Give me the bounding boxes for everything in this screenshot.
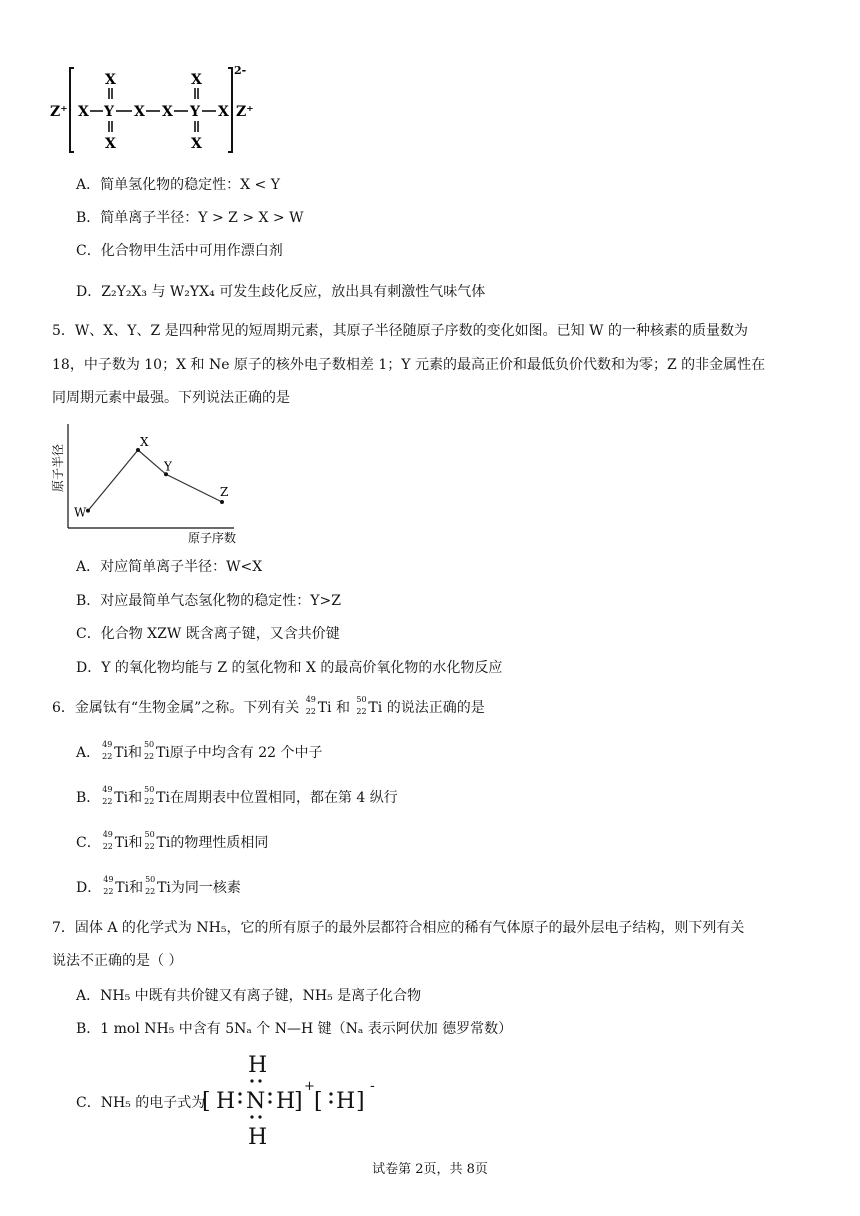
q4-option-d (76, 281, 485, 301)
atom-y1: Y (104, 104, 114, 120)
lewis-h-left: H (216, 1089, 236, 1114)
q4-option-a: A．简单氢化物的稳定性：X < Y (76, 177, 280, 193)
atom-x-top1: X (105, 72, 116, 88)
q5-option-a: A．对应简单离子半径：W<X (76, 559, 263, 575)
q7-option-a: A．NH₅ 中既有共价键又有离子键，NH₅ 是离子化合物 (76, 988, 422, 1004)
q6-option-a: A． 49 22 Ti和 50 22 Ti原子中均含有 22 个中子 (76, 740, 323, 761)
q4-option-c: C．化合物甲生活中可用作漂白剂 (76, 243, 283, 259)
q6-stem-suffix: 的说法正确的是 (386, 700, 485, 716)
atom-x3: X (162, 104, 173, 120)
ion-structure-diagram (48, 62, 268, 158)
ti50-notation: 50 22 (356, 695, 367, 716)
q6-stem: 6．金属钛有“生物金属”之称。下列有关 49 22 Ti 和 50 22 Ti 的说法正确的是 (52, 695, 485, 716)
q5-option-c: C．化合物 XZW 既含离子键，又含共价键 (76, 626, 340, 642)
right-bracket: ] (294, 1089, 303, 1114)
atom-x-bottom1: X (105, 136, 116, 152)
atom-x2: X (134, 104, 145, 120)
q5-radius-chart (50, 420, 250, 548)
q4-formula-1: Z₂Y₂X₃ (101, 284, 148, 300)
atom-x-top2: X (191, 72, 202, 88)
atom-y2: Y (190, 104, 200, 120)
lewis-minus: - (370, 1078, 375, 1094)
atom-x1: X (78, 104, 89, 120)
lewis-plus: + (304, 1079, 315, 1094)
lewis-h-top: H (248, 1053, 268, 1078)
data-point-w (86, 509, 90, 513)
q7-option-c-prefix: C．NH₅ 的电子式为 (76, 1095, 206, 1111)
point-label-z: Z (220, 485, 229, 499)
q5-stem-line3: 同周期元素中最强。下列说法正确的是 (52, 390, 290, 406)
q7-option-b: B．1 mol NH₅ 中含有 5Nₐ 个 N—H 键（Nₐ 表示阿伏加 德罗常数） (76, 1021, 513, 1037)
q7-stem-line2: 说法不正确的是（ ） (52, 953, 183, 969)
lewis-h-hydride: H (336, 1089, 356, 1114)
point-label-w: W (74, 505, 87, 520)
cation-right: Z⁺ (236, 104, 254, 120)
q5-option-b: B．对应最简单气态氢化物的稳定性：Y>Z (76, 593, 341, 609)
q6-stem-prefix: 6．金属钛有“生物金属”之称。下列有关 (52, 700, 300, 716)
left-bracket: [ (202, 1089, 211, 1114)
x-axis-label: 原子序数 (187, 531, 237, 545)
cation-left: Z⁺ (50, 104, 68, 120)
anion-charge: 2- (234, 64, 247, 77)
q5-stem-line2: 18，中子数为 10；X 和 Ne 原子的核外电子数相差 1；Y 元素的最高正价和最低负价代数和为零；Z 的非金属性在 (52, 357, 766, 373)
q4-option-d-mid: 与 (147, 284, 170, 300)
point-label-x: X (140, 435, 149, 449)
left-bracket-2: [ (314, 1089, 323, 1114)
q4-option-b: B．简单离子半径：Y > Z > X > W (76, 210, 304, 226)
point-label-y: Y (164, 459, 172, 474)
q5-stem-line1: 5．W、X、Y、Z 是四种常见的短周期元素，其原子半径随原子序数的变化如图。已知 W 的一种核素的质量数为 (52, 323, 748, 339)
q5-option-d: D．Y 的氧化物均能与 Z 的氢化物和 X 的最高价氧化物的水化物反应 (76, 660, 503, 676)
data-point-z (220, 500, 224, 504)
q4-option-d-prefix: D． (76, 284, 102, 300)
lewis-n: N (246, 1089, 266, 1114)
ti49-notation: 49 22 (305, 695, 316, 716)
atom-x-bottom2: X (191, 136, 202, 152)
series-line (88, 450, 222, 511)
q4-formula-2: W₂YX₄ (169, 284, 215, 300)
q4-option-d-suffix: 可发生歧化反应，放出具有刺激性气味气体 (214, 284, 486, 300)
lewis-h-right: H (276, 1089, 296, 1114)
q7-stem-line1: 7．固体 A 的化学式为 NH₅，它的所有原子的最外层都符合相应的稀有气体原子的最外层电子结构，则下列有关 (52, 920, 745, 936)
lewis-h-bottom: H (248, 1125, 268, 1146)
right-bracket-2: ] (356, 1089, 365, 1114)
atom-x4: X (218, 104, 229, 120)
q6-option-b: B． 49 22 Ti和 50 22 Ti在周期表中位置相同，都在第 4 纵行 (76, 785, 398, 806)
q6-option-c: C． 49 22 Ti和 50 22 Ti的物理性质相同 (76, 830, 269, 851)
q6-option-d: D． 49 22 Ti和 50 22 Ti为同一核素 (76, 875, 241, 896)
page-footer: 试卷第 2页，共 8页 (372, 1162, 488, 1177)
y-axis-label: 原子半径 (51, 443, 65, 493)
nh5-lewis-structure (200, 1050, 390, 1146)
